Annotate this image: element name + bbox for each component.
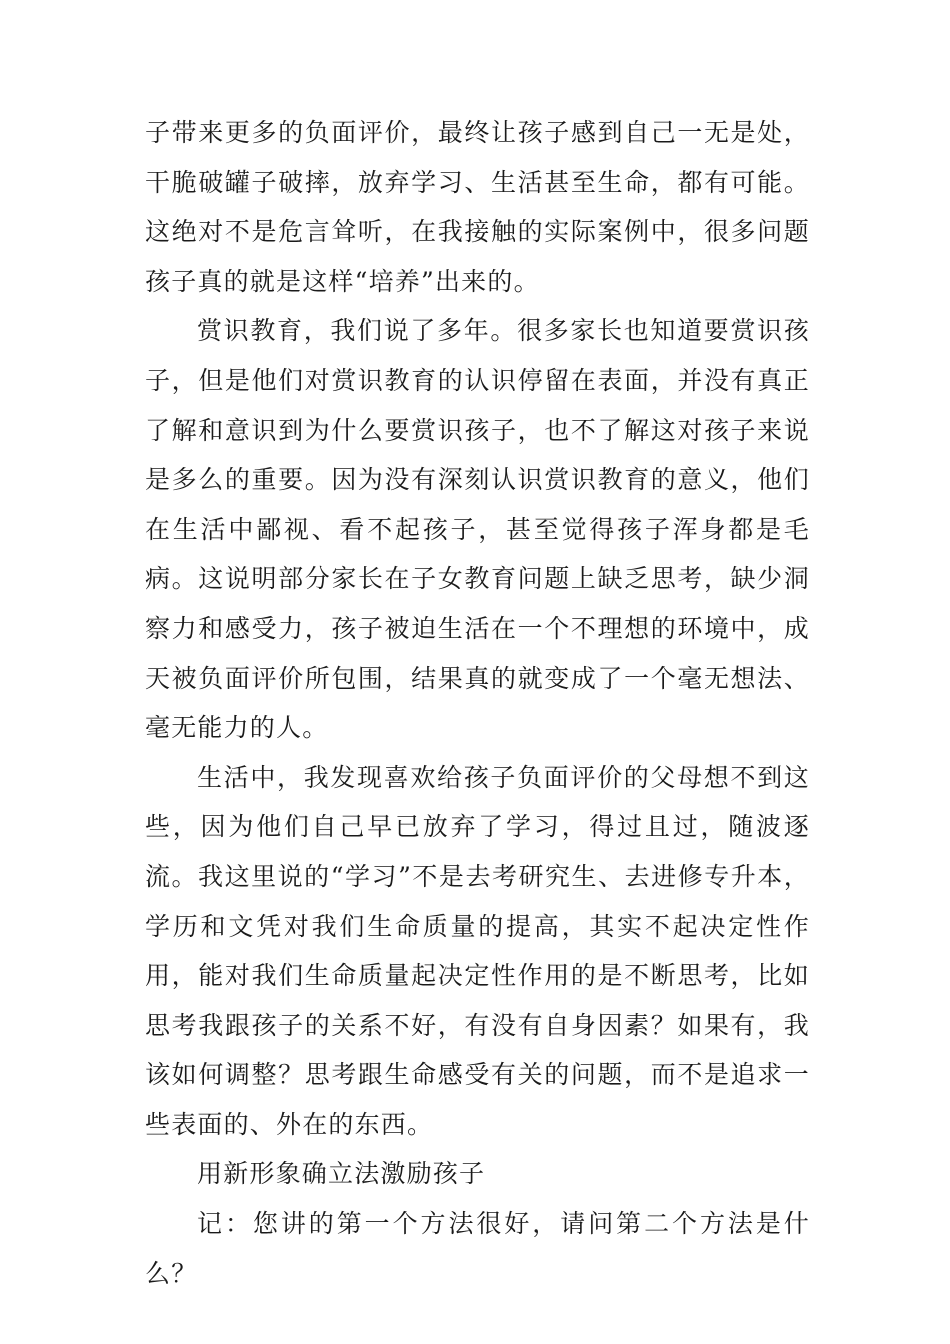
section-heading: 用新形象确立法激励孩子 [197, 1159, 486, 1189]
body-paragraph: 生活中，我发现喜欢给孩子负面评价的父母想不到这些，因为他们自己早已放弃了学习，得过且过，随波逐流。我这里说的“学习”不是去考研究生、去进修专升本，学历和文凭对我们生命质量的提高，其实不起决定性作用，能对我们生命质量起决定性作用的是不断思考，比如思考我跟孩子的关系不好，有没有自身因素？如果有，我该如何调整？思考跟生命感受有关的问题，而不是追求一些表面的、外在的东西。 [145, 762, 810, 1139]
interview-question: 记：您讲的第一个方法很好，请问第二个方法是什么？ [145, 1209, 810, 1288]
document-body [145, 108, 810, 1298]
body-paragraph: 子带来更多的负面评价，最终让孩子感到自己一无是处，干脆破罐子破摔，放弃学习、生活甚至生命，都有可能。这绝对不是危言耸听，在我接触的实际案例中，很多问题孩子真的就是这样“培养”出来的。 [145, 118, 810, 296]
body-paragraph: 赏识教育，我们说了多年。很多家长也知道要赏识孩子，但是他们对赏识教育的认识停留在表面，并没有真正了解和意识到为什么要赏识孩子，也不了解这对孩子来说是多么的重要。因为没有深刻认识赏识教育的意义，他们在生活中鄙视、看不起孩子，甚至觉得孩子浑身都是毛病。这说明部分家长在子女教育问题上缺乏思考，缺少洞察力和感受力，孩子被迫生活在一个不理想的环境中，成天被负面评价所包围，结果真的就变成了一个毫无想法、毫无能力的人。 [145, 316, 810, 743]
